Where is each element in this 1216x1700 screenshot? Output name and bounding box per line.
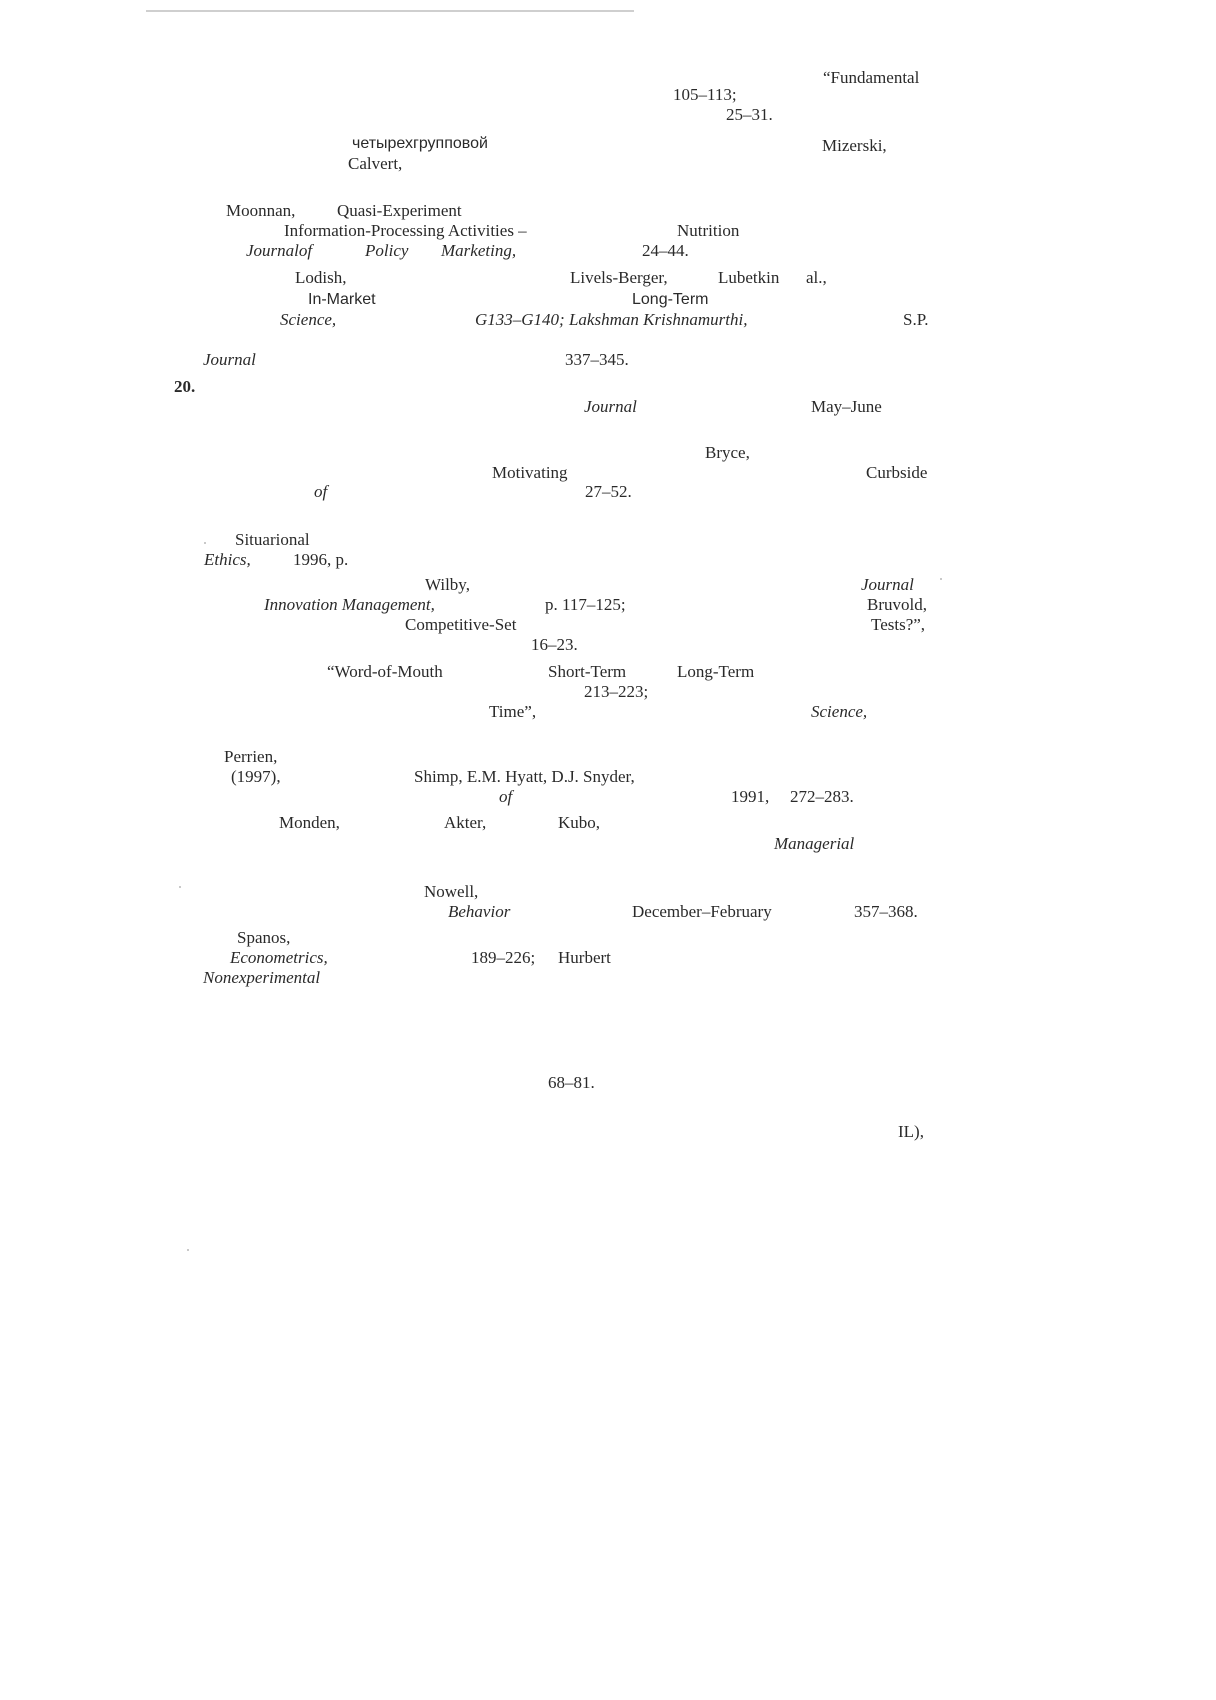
text-fragment: Bruvold, [867, 595, 927, 614]
text-fragment: Livels-Berger, [570, 268, 668, 287]
text-fragment: Motivating [492, 463, 568, 482]
text-fragment: Econometrics, [230, 948, 328, 967]
text-fragment: Akter, [444, 813, 487, 832]
text-fragment: 105–113; [673, 85, 737, 104]
text-fragment: “Word-of-Mouth [327, 662, 443, 681]
top-rule [146, 10, 634, 12]
section-number: 20. [174, 377, 196, 396]
text-fragment: Time”, [489, 702, 537, 721]
text-fragment: G133–G140; Lakshman Krishnamurthi, [475, 310, 748, 329]
text-fragment: Lodish, [295, 268, 347, 287]
text-fragment: Short-Term [548, 662, 627, 681]
text-fragment: Shimp, E.M. Hyatt, D.J. Snyder, [414, 767, 635, 786]
text-fragment: 24–44. [642, 241, 689, 260]
text-fragment: Information-Processing Activities – [284, 221, 527, 240]
text-fragment: Perrien, [224, 747, 278, 766]
text-fragment: Marketing, [441, 241, 517, 260]
text-fragment: Policy [365, 241, 409, 260]
text-fragment: Monden, [279, 813, 340, 832]
text-fragment: (1997), [231, 767, 281, 786]
text-fragment: Journal [203, 350, 256, 369]
text-fragment: Nonexperimental [203, 968, 321, 987]
text-fragment: Quasi-Experiment [337, 201, 462, 220]
text-fragment: “Fundamental [823, 68, 920, 87]
text-fragment: Managerial [774, 834, 855, 853]
text-fragment: May–June [811, 397, 882, 416]
text-fragment: Hurbert [558, 948, 611, 967]
text-fragment: Behavior [448, 902, 511, 921]
text-fragment: Science, [811, 702, 868, 721]
text-fragment: al., [806, 268, 827, 287]
text-fragment: 68–81. [548, 1073, 595, 1092]
text-fragment: Situarional [235, 530, 310, 549]
scan-speck [204, 542, 206, 544]
text-fragment: Innovation Management, [264, 595, 435, 614]
text-fragment: 1991, [731, 787, 770, 806]
text-fragment: Journalof [246, 241, 313, 260]
text-fragment: 213–223; [584, 682, 649, 701]
text-fragment: Spanos, [237, 928, 291, 947]
scan-speck [940, 578, 942, 580]
text-fragment: of [499, 787, 513, 806]
text-fragment: 337–345. [565, 350, 629, 369]
text-fragment: 189–226; [471, 948, 536, 967]
text-fragment: Mizerski, [822, 136, 887, 155]
scan-speck [187, 1249, 189, 1251]
text-fragment: Nowell, [424, 882, 479, 901]
text-fragment: Science, [280, 310, 337, 329]
text-fragment: S.P. [903, 310, 929, 329]
text-fragment: Journal [584, 397, 637, 416]
text-fragment: Calvert, [348, 154, 403, 173]
text-fragment: Lubetkin [718, 268, 780, 287]
text-fragment: четырехгрупповой [352, 135, 488, 152]
text-fragment: Curbside [866, 463, 928, 482]
text-fragment: Long-Term [632, 291, 709, 308]
text-fragment: Competitive-Set [405, 615, 517, 634]
text-fragment: Ethics, [204, 550, 251, 569]
text-fragment: Long-Term [677, 662, 755, 681]
text-fragment: Kubo, [558, 813, 601, 832]
text-fragment: Wilby, [425, 575, 470, 594]
text-fragment: 16–23. [531, 635, 578, 654]
text-fragment: 1996, p. [293, 550, 349, 569]
text-fragment: 25–31. [726, 105, 773, 124]
text-fragment: Tests?”, [871, 615, 926, 634]
text-fragment: Bryce, [705, 443, 750, 462]
text-fragment: 27–52. [585, 482, 632, 501]
text-fragment: December–February [632, 902, 772, 921]
text-fragment: p. 117–125; [545, 595, 626, 614]
scan-speck [179, 886, 181, 888]
text-fragment: Nutrition [677, 221, 740, 240]
text-fragment: 357–368. [854, 902, 918, 921]
text-fragment: In-Market [308, 291, 376, 308]
text-fragment: Moonnan, [226, 201, 296, 220]
text-fragment: Journal [861, 575, 914, 594]
text-fragment: IL), [898, 1122, 924, 1141]
text-fragment: of [314, 482, 328, 501]
text-fragment: 272–283. [790, 787, 854, 806]
